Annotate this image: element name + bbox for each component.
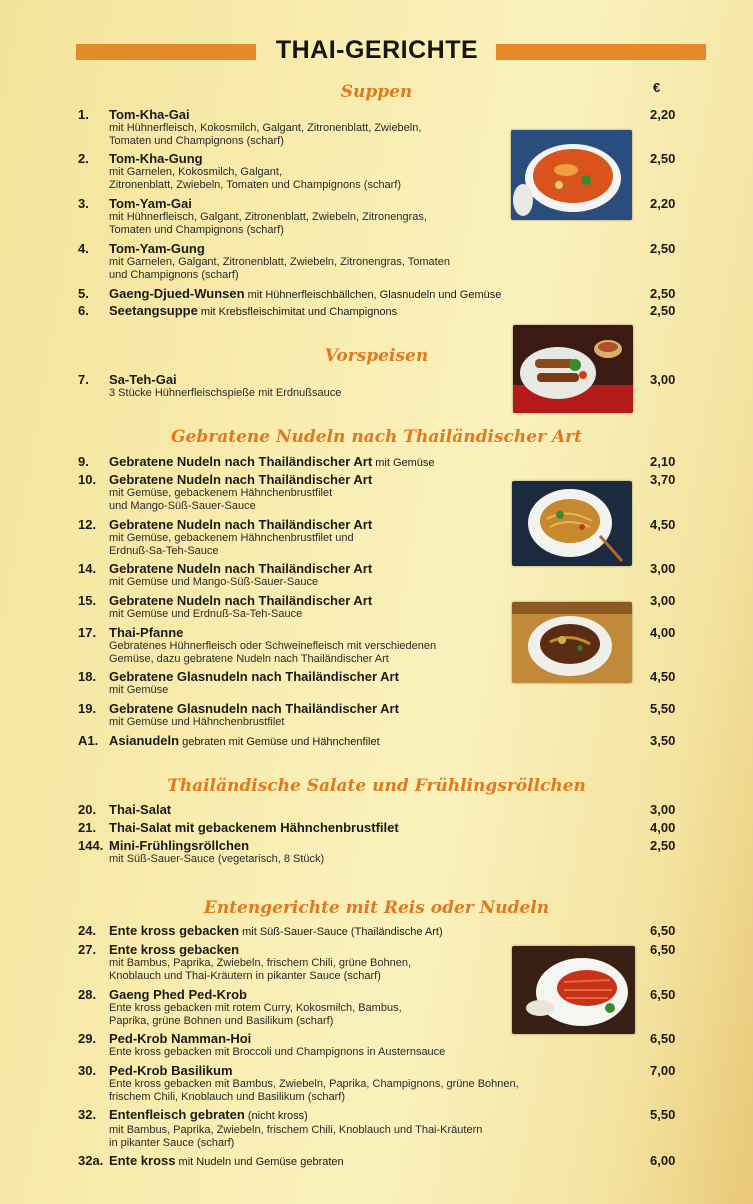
- section-title-suppen: Suppen: [340, 82, 413, 102]
- item-price: 7,00: [650, 1063, 676, 1078]
- soup-photo: [511, 130, 632, 220]
- item-name-text: Entenfleisch gebraten: [109, 1107, 245, 1122]
- item-description: mit Hühnerfleisch, Kokosmilch, Galgant, Zitronenblatt, Zwiebeln, Tomaten und Champignons (scharf): [109, 122, 422, 147]
- item-price: 2,50: [650, 241, 676, 256]
- item-body: [109, 1063, 629, 1103]
- item-name-text: Gebratene Nudeln nach Thailändischer Art: [109, 561, 373, 576]
- item-body: [109, 838, 629, 866]
- item-number: 19.: [78, 701, 97, 716]
- item-body: [109, 820, 629, 835]
- item-description: mit Gemüse und Mango-Süß-Sauer-Sauce: [109, 576, 319, 588]
- item-number: 29.: [78, 1031, 97, 1046]
- item-name: [109, 838, 629, 853]
- item-name-text: Thai-Pfanne: [109, 625, 184, 640]
- stirfry-plate-icon: [512, 602, 632, 683]
- item-name-text: Ped-Krob Namman-Hoi: [109, 1031, 252, 1046]
- item-description: Ente kross gebacken mit Bambus, Zwiebeln, Paprika, Champignons, grüne Bohnen, frischem Chili, Knoblauch und Basilikum (scharf): [109, 1078, 519, 1103]
- item-name-text: Ente kross gebacken: [109, 942, 240, 957]
- item-name-text: Ped-Krob Basilikum: [109, 1063, 233, 1078]
- item-price: 2,50: [650, 303, 676, 318]
- item-price: 3,00: [650, 593, 676, 608]
- item-price: 6,50: [650, 987, 676, 1002]
- item-number: 9.: [78, 454, 89, 469]
- item-name-text: Asianudeln: [109, 733, 180, 748]
- heading-banner: [76, 38, 706, 66]
- item-number: 3.: [78, 196, 89, 211]
- item-name-text: Mini-Frühlingsröllchen: [109, 838, 250, 853]
- item-number: 1.: [78, 107, 89, 122]
- item-number: 2.: [78, 151, 89, 166]
- item-price: 6,50: [650, 1031, 676, 1046]
- item-number: 30.: [78, 1063, 97, 1078]
- item-name-text: Gebratene Nudeln nach Thailändischer Art: [109, 454, 373, 469]
- item-price: 5,50: [650, 701, 676, 716]
- item-name-text: Ente kross: [109, 1153, 176, 1168]
- item-name: [109, 107, 629, 122]
- item-body: [109, 454, 629, 471]
- item-number: 5.: [78, 286, 89, 301]
- item-number: 20.: [78, 802, 97, 817]
- item-name: [109, 923, 629, 940]
- item-price: 2,50: [650, 151, 676, 166]
- item-body: [109, 286, 629, 303]
- item-description: mit Garnelen, Kokosmilch, Galgant, Zitronenblatt, Zwiebeln, Tomaten und Champignons (scharf): [109, 166, 402, 191]
- item-number: 7.: [78, 372, 89, 387]
- item-name: [109, 820, 629, 835]
- item-number: 21.: [78, 820, 97, 835]
- item-number: A1.: [78, 733, 99, 748]
- item-name-text: Tom-Kha-Gai: [109, 107, 190, 122]
- section-title-nudeln: Gebratene Nudeln nach Thailändischer Art: [171, 427, 582, 447]
- item-price: 6,50: [650, 942, 676, 957]
- item-name: [109, 1107, 629, 1124]
- banner-bar-left: [76, 44, 256, 60]
- item-body: [109, 1153, 629, 1170]
- item-number: 6.: [78, 303, 89, 318]
- item-name: [109, 303, 629, 320]
- item-description: mit Bambus, Paprika, Zwiebeln, frischem Chili, grüne Bohnen, Knoblauch und Thai-Kräutern in pikanter Sauce (scharf): [109, 957, 412, 982]
- item-name: [109, 802, 629, 817]
- item-description: mit Gemüse und Hähnchenbrustfilet: [109, 716, 285, 728]
- item-price: 3,50: [650, 733, 676, 748]
- item-name-text: Gaeng Phed Ped-Krob: [109, 987, 247, 1002]
- item-description: mit Gemüse und Erdnuß-Sa-Teh-Sauce: [109, 608, 303, 620]
- item-name-text: Tom-Yam-Gung: [109, 241, 205, 256]
- item-price: 3,00: [650, 802, 676, 817]
- item-name-text: Ente kross gebacken: [109, 923, 240, 938]
- item-number: 24.: [78, 923, 97, 938]
- item-body: [109, 1031, 629, 1059]
- item-description: Ente kross gebacken mit Broccoli und Champignons in Austernsauce: [109, 1046, 446, 1058]
- section-title-vorspeisen: Vorspeisen: [324, 346, 429, 366]
- item-price: 4,00: [650, 820, 676, 835]
- item-name-text: Gebratene Glasnudeln nach Thailändischer Art: [109, 701, 399, 716]
- item-number: 32.: [78, 1107, 97, 1122]
- item-body: [109, 923, 629, 940]
- item-name: [109, 286, 629, 303]
- item-name: [109, 241, 629, 256]
- item-number: 15.: [78, 593, 97, 608]
- item-price: 2,20: [650, 196, 676, 211]
- item-inline-desc: mit Nudeln und Gemüse gebraten: [175, 1156, 344, 1168]
- item-name: [109, 701, 629, 716]
- item-price: 6,00: [650, 1153, 676, 1168]
- item-description: Gebratenes Hühnerfleisch oder Schweinefleisch mit verschiedenen Gemüse, dazu gebratene Nudeln nach Thailändischer Art: [109, 640, 437, 665]
- item-price: 2,50: [650, 838, 676, 853]
- item-description: mit Süß-Sauer-Sauce (vegetarisch, 8 Stück): [109, 853, 325, 865]
- item-name-text: Gebratene Nudeln nach Thailändischer Art: [109, 593, 373, 608]
- item-name-text: Tom-Yam-Gai: [109, 196, 192, 211]
- item-price: 3,00: [650, 561, 676, 576]
- item-price: 2,20: [650, 107, 676, 122]
- item-inline-desc: mit Krebsfleischimitat und Champignons: [197, 306, 398, 318]
- currency-label: €: [653, 80, 661, 95]
- item-body: [109, 802, 629, 817]
- item-body: [109, 1107, 629, 1149]
- item-price: 4,00: [650, 625, 676, 640]
- item-description: mit Bambus, Paprika, Zwiebeln, frischem Chili, Knoblauch und Thai-Kräutern in pikanter Sauce (scharf): [109, 1124, 483, 1149]
- item-body: [109, 733, 629, 750]
- item-price: 4,50: [650, 669, 676, 684]
- item-price: 2,10: [650, 454, 676, 469]
- item-number: 10.: [78, 472, 97, 487]
- item-name-text: Thai-Salat mit gebackenem Hähnchenbrustfilet: [109, 820, 399, 835]
- item-number: 144.: [78, 838, 104, 853]
- item-name-text: Gaeng-Djued-Wunsen: [109, 286, 245, 301]
- item-inline-desc: mit Hühnerfleischbällchen, Glasnudeln und Gemüse: [244, 289, 502, 301]
- item-name: [109, 733, 629, 750]
- item-name-text: Gebratene Nudeln nach Thailändischer Art: [109, 472, 373, 487]
- item-number: 32a.: [78, 1153, 104, 1168]
- satay-photo: [513, 325, 633, 413]
- item-name: [109, 1153, 629, 1170]
- item-number: 17.: [78, 625, 97, 640]
- item-number: 4.: [78, 241, 89, 256]
- item-name-text: Sa-Teh-Gai: [109, 372, 177, 387]
- duck-photo: [512, 946, 635, 1034]
- item-body: [109, 303, 629, 320]
- noodles-photo-1: [512, 481, 632, 566]
- item-inline-desc: (nicht kross): [244, 1110, 308, 1122]
- item-name: [109, 1063, 629, 1078]
- item-name: [109, 454, 629, 471]
- item-price: 3,70: [650, 472, 676, 487]
- item-price: 5,50: [650, 1107, 676, 1122]
- item-description: Ente kross gebacken mit rotem Curry, Kokosmilch, Bambus, Paprika, grüne Bohnen und Basilikum (scharf): [109, 1002, 402, 1027]
- item-number: 27.: [78, 942, 97, 957]
- item-description: mit Gemüse: [109, 684, 169, 696]
- item-price: 4,50: [650, 517, 676, 532]
- item-name-text: Gebratene Glasnudeln nach Thailändischer Art: [109, 669, 399, 684]
- item-price: 2,50: [650, 286, 676, 301]
- section-title-salate: Thailändische Salate und Frühlingsröllchen: [167, 776, 586, 796]
- item-body: [109, 701, 629, 729]
- item-inline-desc: mit Gemüse: [372, 457, 435, 469]
- item-name-text: Gebratene Nudeln nach Thailändischer Art: [109, 517, 373, 532]
- duck-plate-icon: [512, 946, 635, 1034]
- satay-plate-icon: [513, 325, 633, 413]
- item-number: 28.: [78, 987, 97, 1002]
- item-description: mit Hühnerfleisch, Galgant, Zitronenblatt, Zwiebeln, Zitronengras, Tomaten und Champignons (scharf): [109, 211, 427, 236]
- item-number: 18.: [78, 669, 97, 684]
- item-name-text: Tom-Kha-Gung: [109, 151, 203, 166]
- item-description: 3 Stücke Hühnerfleischspieße mit Erdnußsauce: [109, 387, 342, 399]
- item-description: mit Gemüse, gebackenem Hähnchenbrustfilet und Erdnuß-Sa-Teh-Sauce: [109, 532, 354, 557]
- item-price: 6,50: [650, 923, 676, 938]
- item-number: 14.: [78, 561, 97, 576]
- noodles-photo-2: [512, 602, 632, 683]
- item-number: 12.: [78, 517, 97, 532]
- noodle-plate-icon: [512, 481, 632, 566]
- item-name-text: Thai-Salat: [109, 802, 172, 817]
- item-description: mit Gemüse, gebackenem Hähnchenbrustfilet und Mango-Süß-Sauer-Sauce: [109, 487, 333, 512]
- page-title: THAI-GERICHTE: [275, 36, 479, 64]
- banner-bar-right: [496, 44, 706, 60]
- section-title-ente: Entengerichte mit Reis oder Nudeln: [203, 898, 550, 918]
- item-inline-desc: mit Süß-Sauer-Sauce (Thailändische Art): [239, 926, 443, 938]
- item-description: mit Garnelen, Galgant, Zitronenblatt, Zwiebeln, Zitronengras, Tomaten und Champignons (scharf): [109, 256, 450, 281]
- soup-bowl-icon: [511, 130, 632, 220]
- item-price: 3,00: [650, 372, 676, 387]
- item-body: [109, 241, 629, 281]
- item-name-text: Seetangsuppe: [109, 303, 198, 318]
- item-inline-desc: gebraten mit Gemüse und Hähnchenfilet: [179, 736, 380, 748]
